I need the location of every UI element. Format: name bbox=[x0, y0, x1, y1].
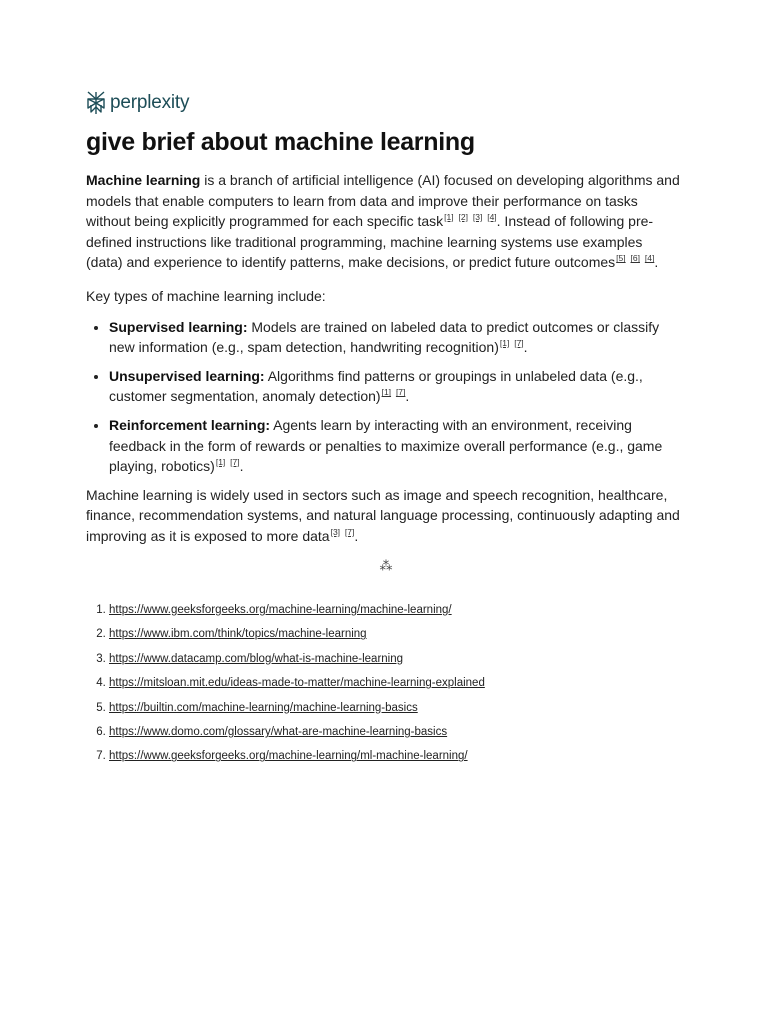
closing-paragraph bbox=[86, 485, 681, 547]
citation-link[interactable]: [7] bbox=[230, 457, 240, 468]
ml-types-list bbox=[86, 317, 681, 477]
list-item bbox=[109, 366, 681, 407]
citation-link[interactable]: [1] bbox=[444, 212, 454, 223]
source-item bbox=[109, 598, 485, 622]
type-end: . bbox=[523, 339, 528, 356]
citation-link[interactable]: [5] bbox=[616, 253, 626, 264]
list-item bbox=[109, 317, 681, 358]
citation-link[interactable]: [6] bbox=[630, 253, 640, 264]
citation-link[interactable]: [7] bbox=[344, 526, 355, 537]
perplexity-logo[interactable] bbox=[86, 90, 189, 116]
source-link[interactable]: https://www.geeksforgeeks.org/machine-learning/ml-machine-learning/ bbox=[109, 750, 468, 763]
source-item bbox=[109, 720, 485, 744]
citation-link[interactable]: [4] bbox=[644, 253, 655, 264]
source-link[interactable]: https://mitsloan.mit.edu/ideas-made-to-matter/machine-learning-explained bbox=[109, 677, 485, 690]
answer-body bbox=[86, 170, 681, 547]
intro-paragraph bbox=[86, 170, 681, 273]
type-label: Supervised learning: bbox=[109, 318, 248, 335]
intro-text-1: is a branch of artificial intelligence (AI) focused on developing algorithms and models that enable computers to learn from data and improve their performance on tasks without being explicitly programmed for each specific task bbox=[86, 172, 680, 230]
type-text: Algorithms find patterns or groupings in unlabeled data (e.g., customer segmentation, anomaly detection) bbox=[109, 367, 643, 405]
source-item bbox=[109, 671, 485, 695]
source-item bbox=[109, 622, 485, 646]
perplexity-logo-icon bbox=[86, 91, 106, 115]
page-title: give brief about machine learning bbox=[86, 128, 475, 156]
list-item bbox=[109, 415, 681, 477]
type-label: Reinforcement learning: bbox=[109, 416, 271, 433]
source-link[interactable]: https://www.datacamp.com/blog/what-is-machine-learning bbox=[109, 652, 404, 665]
closing-end: . bbox=[354, 527, 359, 544]
citation-link[interactable]: [7] bbox=[514, 338, 524, 349]
type-text: Agents learn by interacting with an environment, receiving feedback in the form of rewards or penalties to maximize overall performance (e.g., game playing, robotics) bbox=[109, 416, 663, 475]
source-link[interactable]: https://builtin.com/machine-learning/machine-learning-basics bbox=[109, 701, 418, 714]
citation-link[interactable]: [1] bbox=[381, 387, 392, 398]
citation-link[interactable]: [1] bbox=[215, 457, 226, 468]
type-end: . bbox=[239, 458, 244, 475]
type-label: Unsupervised learning: bbox=[109, 367, 265, 384]
source-link[interactable]: https://www.ibm.com/think/topics/machine-learning bbox=[109, 628, 367, 641]
intro-end: . bbox=[654, 254, 659, 271]
source-link[interactable]: https://www.domo.com/glossary/what-are-machine-learning-basics bbox=[109, 726, 448, 739]
brand-name: perplexity bbox=[110, 92, 190, 113]
citation-link[interactable]: [2] bbox=[458, 212, 468, 223]
closing-text: Machine learning is widely used in sectors such as image and speech recognition, healthcare, finance, recommendation systems, and natural language processing, continuously adapting and improving as it is exposed to more data bbox=[86, 486, 680, 544]
sources-list bbox=[86, 598, 485, 769]
type-text: Models are trained on labeled data to predict outcomes or classify new information (e.g., spam detection, handwriting recognition) bbox=[109, 318, 660, 356]
citation-link[interactable]: [3] bbox=[472, 212, 483, 223]
source-item bbox=[109, 744, 485, 768]
section-divider-icon: ⁂ bbox=[379, 559, 393, 574]
intro-text-2: . Instead of following pre-defined instructions like traditional programming, machine learning systems use examples (data) and experience to identify patterns, make decisions, or predict future outcomes bbox=[86, 213, 654, 271]
key-types-heading: Key types of machine learning include: bbox=[86, 287, 326, 304]
source-link[interactable]: https://www.geeksforgeeks.org/machine-learning/machine-learning/ bbox=[109, 604, 452, 616]
citation-link[interactable]: [3] bbox=[330, 526, 341, 537]
intro-bold-term: Machine learning bbox=[86, 172, 201, 188]
source-item bbox=[109, 647, 485, 671]
type-end: . bbox=[405, 388, 410, 405]
citation-link[interactable]: [4] bbox=[487, 212, 497, 223]
citation-link[interactable]: [7] bbox=[395, 387, 406, 398]
citation-link[interactable]: [1] bbox=[499, 338, 510, 349]
source-item bbox=[109, 696, 485, 720]
